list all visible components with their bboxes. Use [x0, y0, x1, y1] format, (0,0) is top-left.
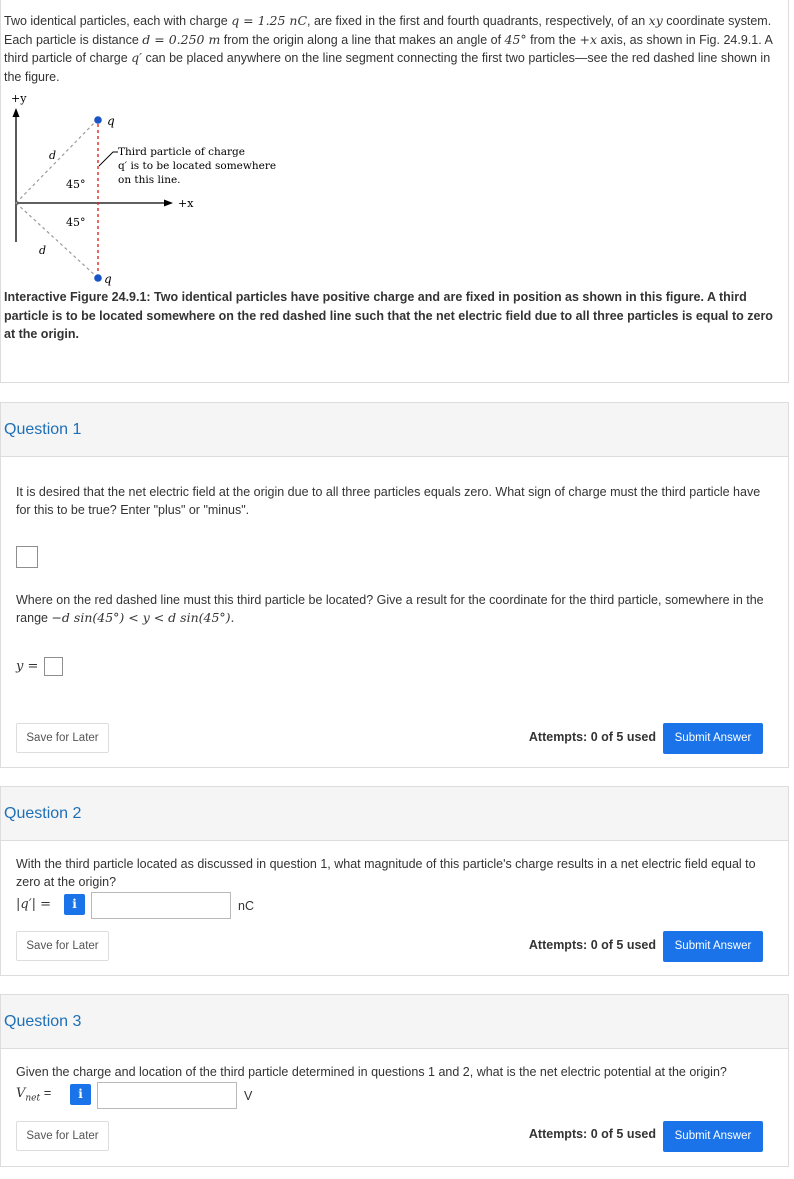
plus-x-symbol: +x	[579, 31, 597, 47]
y-range: −d sin(45°) < y < d sin(45°).	[51, 610, 235, 625]
question-1-card	[0, 402, 789, 768]
v-equals: =	[43, 1085, 52, 1100]
attempts-counter: Attempts: 0 of 5 used	[528, 1127, 656, 1141]
charge-value: q = 1.25 nC	[231, 13, 308, 28]
attempts-counter: Attempts: 0 of 5 used	[528, 730, 656, 744]
charge-top-dot	[94, 116, 102, 124]
attempts-counter: Attempts: 0 of 5 used	[528, 938, 656, 952]
intro-text-5: from the	[526, 32, 580, 47]
angle-label-bottom: 45°	[66, 216, 86, 229]
submit-answer-button[interactable]: Submit Answer	[663, 723, 763, 754]
save-for-later-button[interactable]: Save for Later	[16, 723, 109, 753]
intro-text-6: axis, as shown in Fig. 24.9.1. A third particle of charge	[4, 32, 773, 65]
question-1-text-2	[16, 591, 776, 627]
question-1-text-2a: Where on the red dashed line must this third particle be located? Give a result for the coordinate for the third particle, somewhere in the range	[16, 593, 764, 625]
figure-caption: Interactive Figure 24.9.1: Two identical particles have positive charge and are fixed in position as shown in this figure. A third particle is to be located somewhere on the red dashed line such that the net electric field due to all three particles is equal to zero at the origin.	[4, 290, 773, 341]
intro-text-1: Two identical particles, each with charge	[4, 14, 232, 28]
y-answer-input[interactable]	[44, 657, 63, 676]
info-icon[interactable]: i	[64, 894, 85, 915]
unit-label: V	[244, 1089, 253, 1103]
charge-bottom-label: q	[104, 272, 112, 286]
intro-text-4: from the origin along a line that makes an angle of	[220, 32, 505, 47]
xy-symbol: xy	[648, 13, 663, 28]
annotation-leader	[99, 152, 118, 166]
submit-answer-button[interactable]: Submit Answer	[663, 931, 763, 962]
annotation-line-1: Third particle of charge	[118, 146, 245, 158]
v-subscript: net	[25, 1093, 41, 1104]
question-1-title: Question 1	[4, 421, 82, 438]
question-3-card	[0, 994, 789, 1167]
x-axis-arrow-icon	[164, 200, 173, 207]
charge-bottom-dot	[94, 274, 102, 282]
save-for-later-button[interactable]: Save for Later	[16, 931, 109, 961]
distance-label-top: d	[49, 149, 57, 162]
question-3-header	[1, 995, 788, 1049]
y-axis-label: +y	[11, 92, 27, 105]
v-net-label	[16, 1085, 51, 1104]
unit-label: nC	[238, 899, 254, 913]
v-net-input[interactable]	[97, 1082, 237, 1109]
charge-top-label: q	[107, 114, 115, 128]
v-symbol: V	[16, 1086, 26, 1101]
x-axis-label: +x	[178, 197, 194, 210]
problem-intro-card	[0, 0, 789, 383]
intro-text-3: coordinate system. Each particle is distance	[4, 14, 772, 47]
intro-text-2: , are fixed in the first and fourth quadrants, respectively, of an	[307, 14, 649, 28]
distance-value: d = 0.250 m	[142, 31, 221, 47]
angle-label-top: 45°	[66, 178, 86, 191]
submit-answer-button[interactable]: Submit Answer	[663, 1121, 763, 1152]
particle-figure	[1, 86, 301, 286]
annotation-line-3: on this line.	[118, 174, 181, 186]
question-3-text: Given the charge and location of the third particle determined in questions 1 and 2, what is the net electric potential at the origin?	[16, 1065, 727, 1079]
y-axis-arrow-icon	[13, 108, 20, 117]
angle-value: 45°	[504, 31, 527, 47]
lower-distance-line	[16, 203, 98, 278]
distance-label-bottom: d	[39, 244, 47, 257]
upper-distance-line	[16, 119, 98, 203]
question-1-header	[1, 403, 788, 457]
question-1-text: It is desired that the net electric field at the origin due to all three particles equals zero. What sign of charge must the third particle have for this to be true? Enter "plus" or "minus".	[16, 485, 761, 517]
question-2-title: Question 2	[4, 805, 82, 822]
question-2-card	[0, 786, 789, 976]
save-for-later-button[interactable]: Save for Later	[16, 1121, 109, 1151]
info-icon[interactable]: i	[70, 1084, 91, 1105]
q-prime-input[interactable]	[91, 892, 231, 919]
q-prime-label: |q′| =	[16, 897, 52, 912]
annotation-line-2: q′ is to be located somewhere	[118, 160, 277, 172]
problem-statement	[4, 12, 774, 86]
question-3-title: Question 3	[4, 1013, 82, 1030]
question-2-text: With the third particle located as discussed in question 1, what magnitude of this particle's charge results in a net electric field equal to zero at the origin?	[16, 857, 756, 889]
q-prime-symbol: q′	[131, 50, 142, 65]
sign-answer-input[interactable]	[16, 546, 38, 568]
y-label: y =	[16, 659, 39, 674]
intro-text-7: can be placed anywhere on the line segment connecting the first two particles—see the red dashed line shown in the figure.	[4, 51, 771, 84]
question-2-header	[1, 787, 788, 841]
